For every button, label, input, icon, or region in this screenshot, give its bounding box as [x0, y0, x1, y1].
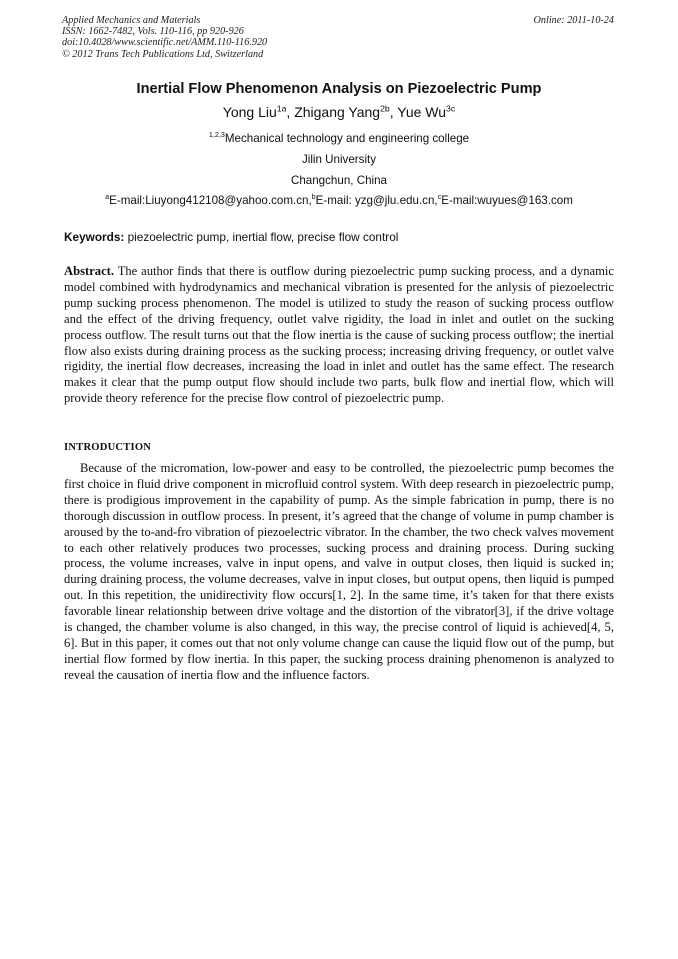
email-address[interactable]: E-mail:wuyues@163.com	[441, 194, 573, 207]
copyright-line: © 2012 Trans Tech Publications Ltd, Switzerland	[62, 48, 264, 60]
journal-name: Applied Mechanics and Materials	[62, 15, 201, 26]
affiliation-dept: $^{1,2,3}$Mechanical technology and engineering college	[208, 130, 470, 145]
author-superscript: 3c	[446, 103, 456, 114]
author-superscript: 1a	[276, 103, 287, 114]
author-name: Yue Wu	[397, 104, 447, 120]
author-list	[0, 104, 678, 120]
affiliation-superscript: 1,2,3	[208, 130, 225, 140]
email-superscript: c	[437, 192, 442, 202]
affiliation-university: Jilin University	[301, 153, 377, 166]
author-separator: ,	[389, 104, 398, 120]
abstract-section	[64, 264, 614, 407]
affiliation-city: Changchun, China	[290, 174, 388, 187]
publication-header	[62, 15, 618, 60]
email-list	[0, 194, 678, 207]
issn-line: ISSN: 1662-7482, Vols. 110-116, pp 920-926	[62, 26, 244, 38]
paper-title: Inertial Flow Phenomenon Analysis on Piezoelectric Pump	[136, 81, 542, 97]
keywords-text: piezoelectric pump, inertial flow, precise flow control	[124, 230, 399, 244]
email-address[interactable]: E-mail:Liuyong412108@yahoo.com.cn,	[109, 194, 312, 207]
abstract-text: The author finds that there is outflow during piezoelectric pump sucking process, and a dynamic model combined with hydrodynamics and mechanical vibration is presented for the anlysis of piezoelectric pump sucking process phenomenon. The model is utilized to study the reason of sucking process outflow and the effect of the driving frequency, outlet valve rigidity, the load in inlet and outlet on the sucking process outflow. The result turns out that the flow inertia is the cause of sucking process outflow; the inertial flow also exists during draining process as the sucking process; increasing driving frequency, or outlet valve rigidity, the inertial flow decreases, increasing the load in inlet and outlet has the same effect. The research makes it clear that the pump output flow should include two parts, bulk flow and inertial flow, which will provide theory reference for the precise flow control of piezoelectric pump.	[64, 264, 614, 406]
doi-link[interactable]: doi:10.4028/www.scientific.net/AMM.110-116.920	[62, 37, 268, 49]
section-heading: INTRODUCTION	[64, 442, 152, 453]
author-separator: ,	[286, 104, 295, 120]
author-name: Zhigang Yang	[294, 104, 381, 120]
abstract-label: Abstract.	[64, 264, 115, 278]
keywords-section	[64, 230, 624, 244]
keywords-label: Keywords:	[64, 230, 125, 244]
author-name: Yong Liu	[222, 104, 277, 120]
online-date: Online: 2011-10-24	[533, 15, 614, 26]
introduction-paragraph: Because of the micromation, low-power and easy to be controlled, the piezoelectric pump becomes the first choice in fluid drive component in microfluid control system. With deep research in piezoelectric pump, there is prodigious improvement in the capability of pump. As the simple fabrication in pump, there is no thorough discussion in outflow process. In present, it’s agreed that the change of volume in pump chamber is aroused by the to-and-fro vibration of piezoelectric vibrator. In the chamber, the two check valves movement to each other relatively produces two processes, sucking process and draining process. During sucking process, the volume increases, valve in input opens, and valve in output closes, then liquid is sucked in; during draining process, the volume decreases, valve in input closes, but output opens, then liquid is pumped out. In this repetition, the unidirectivity flow occurs[1, 2]. In the same time, it’s taken for that there exists favorable linear relationship between drive voltage and the distortion of the vibrator[3], if the drive voltage is changed, the chamber volume is also changed, in this way, the precise control of liquid is achieved[4, 5, 6]. But in this paper, it comes out that not only volume change can cause the liquid flow out of the pump, but inertial flow formed by flow inertia. In this paper, the sucking process draining phenomenon is analyzed to reveal the causation of inertia flow and the influence factors.	[64, 461, 614, 682]
email-superscript: b	[311, 192, 316, 202]
email-address[interactable]: E-mail: yzg@jlu.edu.cn,	[315, 194, 438, 207]
email-superscript: a	[105, 192, 110, 202]
author-superscript: 2b	[380, 103, 390, 114]
